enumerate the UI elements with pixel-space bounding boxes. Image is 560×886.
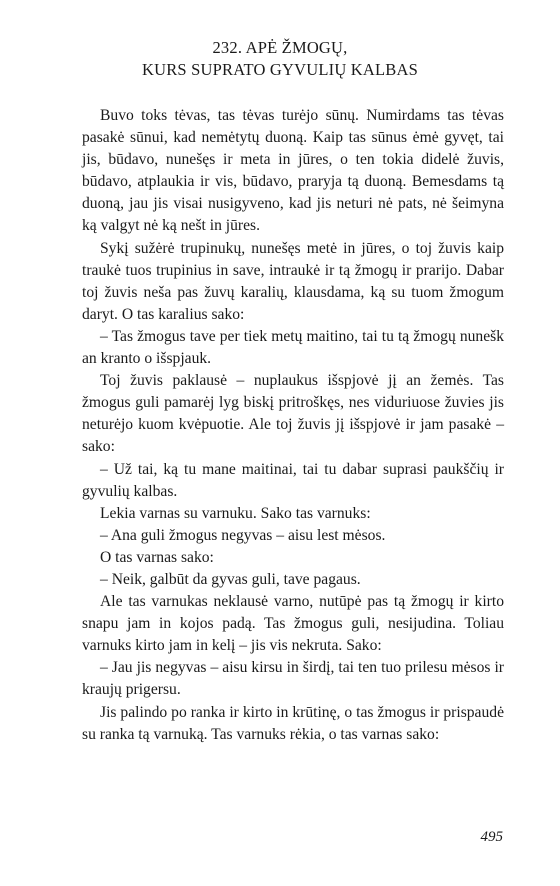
paragraph: Buvo toks tėvas, tas tėvas turėjo sūnų. Numirdams tas tėvas pasakė sūnui, kad nemėtytų duoną. Kaip tas sūnus ėmė gyvęt, tai jis, būdavo, nunešęs ir meta in jūres, o ten tokia didelė žuvis, būdavo, atplaukia ir vis, būdavo, praryja tą duoną. Bemesdams tą duoną, jau jis visai nusigyveno, kad jis neturi nė pats, nė šeimyna ką valgyt nė ką nešt in jūres. xyxy=(82,107,504,235)
paragraph: – Už tai, ką tu mane maitinai, tai tu dabar suprasi paukščių ir gyvulių kalbas. xyxy=(82,460,504,500)
story-body xyxy=(82,105,504,746)
story-title xyxy=(60,37,500,81)
title-line-1: 232. APĖ ŽMOGŲ, xyxy=(212,38,348,57)
paragraph: Jis palindo po ranka ir kirto in krūtinę, o tas žmogus ir prispaudė su ranka tą varnuką. Tas varnuks rėkia, o tas varnas sako: xyxy=(82,703,504,743)
paragraph: Toj žuvis paklausė – nuplaukus išspjovė jį an žemės. Tas žmogus guli pamarėj lyg biskį pritroškęs, nes viduriuose žuvies jis neturėjo kuom kvėpuotie. Ale toj žuvis jį išspjovė ir jam pasakė – sako: xyxy=(82,372,504,456)
paragraph: Lekia varnas su varnuku. Sako tas varnuks: xyxy=(100,504,371,522)
paragraph: – Ana guli žmogus negyvas – aisu lest mėsos. xyxy=(100,526,386,544)
page-number: 495 xyxy=(480,829,503,845)
paragraph: – Neik, galbūt da gyvas guli, tave pagaus. xyxy=(100,570,361,588)
paragraph: – Jau jis negyvas – aisu kirsu in širdį, tai ten tuo prilesu mėsos ir kraujų prigersu. xyxy=(82,659,504,699)
paragraph: – Tas žmogus tave per tiek metų maitino, tai tu tą žmogų nunešk an kranto o išspjauk. xyxy=(82,327,504,368)
title-line-2: KURS SUPRATO GYVULIŲ KALBAS xyxy=(141,60,418,79)
paragraph: Sykį sužėrė trupinukų, nunešęs metė in jūres, o toj žuvis kaip traukė tuos trupinius in save, intraukė ir tą žmogų ir prarijo. Dabar toj žuvis neša pas žuvų karalių, klausdama, ką su tuom žmogum daryt. O tas karalius sako: xyxy=(82,239,504,323)
paragraph: O tas varnas sako: xyxy=(100,548,214,566)
paragraph: Ale tas varnukas neklausė varno, nutūpė pas tą žmogų ir kirto snapu jam in kojos padą. Tas žmogus guli, nesijudina. Toliau varnuks kirto jam in kelį – jis vis nekruta. Sako: xyxy=(82,593,504,655)
